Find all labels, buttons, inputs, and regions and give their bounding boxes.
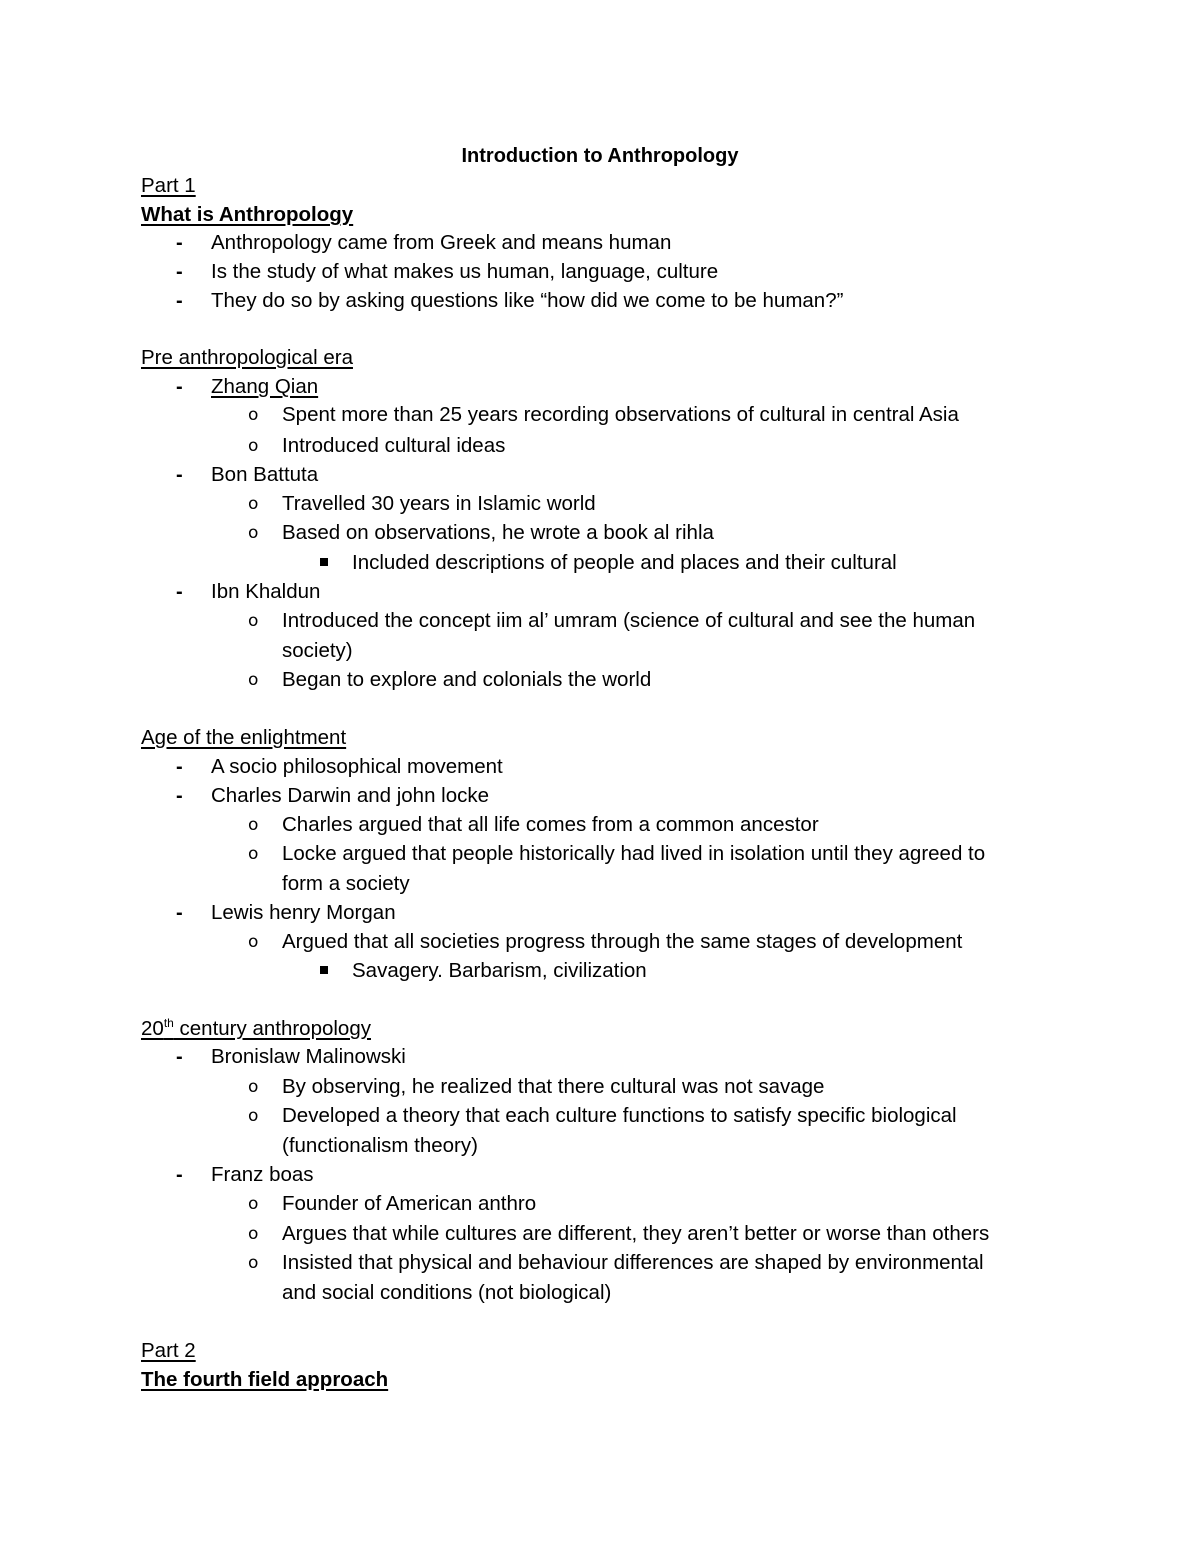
malinowski-name: Bronislaw Malinowski [211, 1045, 406, 1068]
list-item-continuation: form a society [282, 872, 410, 895]
list-item-continuation: and social conditions (not biological) [282, 1281, 612, 1304]
dash-bullet: - [176, 464, 183, 486]
boas-name: Franz boas [211, 1163, 314, 1186]
list-item: Locke argued that people historically had lived in isolation until they agreed to [282, 842, 986, 865]
list-item: Based on observations, he wrote a book al rihla [282, 521, 714, 544]
list-item: Argued that all societies progress through the same stages of development [282, 930, 963, 953]
list-item: Began to explore and colonials the world [282, 668, 652, 691]
list-item: Argues that while cultures are different, they aren’t better or worse than others [282, 1222, 990, 1245]
document-title: Introduction to Anthropology [461, 145, 739, 167]
list-item-continuation: (functionalism theory) [282, 1134, 478, 1157]
dash-bullet: - [176, 232, 183, 254]
list-item: Introduced cultural ideas [282, 434, 506, 457]
dash-bullet: - [176, 1046, 183, 1068]
pre-era-heading: Pre anthropological era [141, 346, 353, 369]
twentieth-century-heading [141, 1017, 371, 1041]
part1-label: Part 1 [141, 174, 196, 197]
circle-bullet: o [248, 494, 259, 514]
zhang-qian-name: Zhang Qian [211, 375, 319, 398]
what-is-heading: What is Anthropology [141, 203, 354, 226]
heading-ordinal: th [163, 1016, 174, 1030]
dash-bullet: - [176, 261, 183, 283]
list-item: Travelled 30 years in Islamic world [282, 492, 596, 515]
circle-bullet: o [248, 523, 259, 543]
dash-bullet: - [176, 902, 183, 924]
dash-bullet: - [176, 785, 183, 807]
list-item: Is the study of what makes us human, language, culture [211, 260, 719, 283]
circle-bullet: o [248, 1194, 259, 1214]
square-bullet [320, 966, 328, 974]
dash-bullet: - [176, 1164, 183, 1186]
circle-bullet: o [248, 815, 259, 835]
square-bullet [320, 558, 328, 566]
dash-bullet: - [176, 376, 183, 398]
list-item: Charles argued that all life comes from a common ancestor [282, 813, 819, 836]
circle-bullet: o [248, 611, 259, 631]
list-item: A socio philosophical movement [211, 755, 503, 778]
circle-bullet: o [248, 1077, 259, 1097]
circle-bullet: o [248, 436, 259, 456]
heading-text: century anthropology [173, 1017, 371, 1040]
circle-bullet: o [248, 1253, 259, 1273]
list-item: Developed a theory that each culture functions to satisfy specific biological [282, 1104, 957, 1127]
ibn-khaldun-name: Ibn Khaldun [211, 580, 321, 603]
part2-label: Part 2 [141, 1339, 196, 1362]
list-item: Savagery. Barbarism, civilization [352, 959, 647, 982]
circle-bullet: o [248, 1224, 259, 1244]
heading-number: 20 [141, 1017, 164, 1040]
circle-bullet: o [248, 670, 259, 690]
morgan-name: Lewis henry Morgan [211, 901, 396, 924]
fourth-field-heading: The fourth field approach [141, 1368, 389, 1391]
dash-bullet: - [176, 581, 183, 603]
list-item: They do so by asking questions like “how did we come to be human?” [211, 289, 844, 312]
list-item: Insisted that physical and behaviour differences are shaped by environmental [282, 1251, 984, 1274]
list-item: Introduced the concept iim al’ umram (science of cultural and see the human [282, 609, 976, 632]
dash-bullet: - [176, 290, 183, 312]
circle-bullet: o [248, 405, 259, 425]
list-item: By observing, he realized that there cultural was not savage [282, 1075, 825, 1098]
list-item: Anthropology came from Greek and means human [211, 231, 672, 254]
list-item: Founder of American anthro [282, 1192, 537, 1215]
enlightenment-heading: Age of the enlightment [141, 726, 347, 749]
circle-bullet: o [248, 1106, 259, 1126]
circle-bullet: o [248, 844, 259, 864]
darwin-locke-name: Charles Darwin and john locke [211, 784, 490, 807]
circle-bullet: o [248, 932, 259, 952]
list-item-continuation: society) [282, 639, 353, 662]
dash-bullet: - [176, 756, 183, 778]
list-item: Included descriptions of people and places and their cultural [352, 551, 897, 574]
bon-battuta-name: Bon Battuta [211, 463, 319, 486]
list-item: Spent more than 25 years recording observations of cultural in central Asia [282, 403, 959, 426]
